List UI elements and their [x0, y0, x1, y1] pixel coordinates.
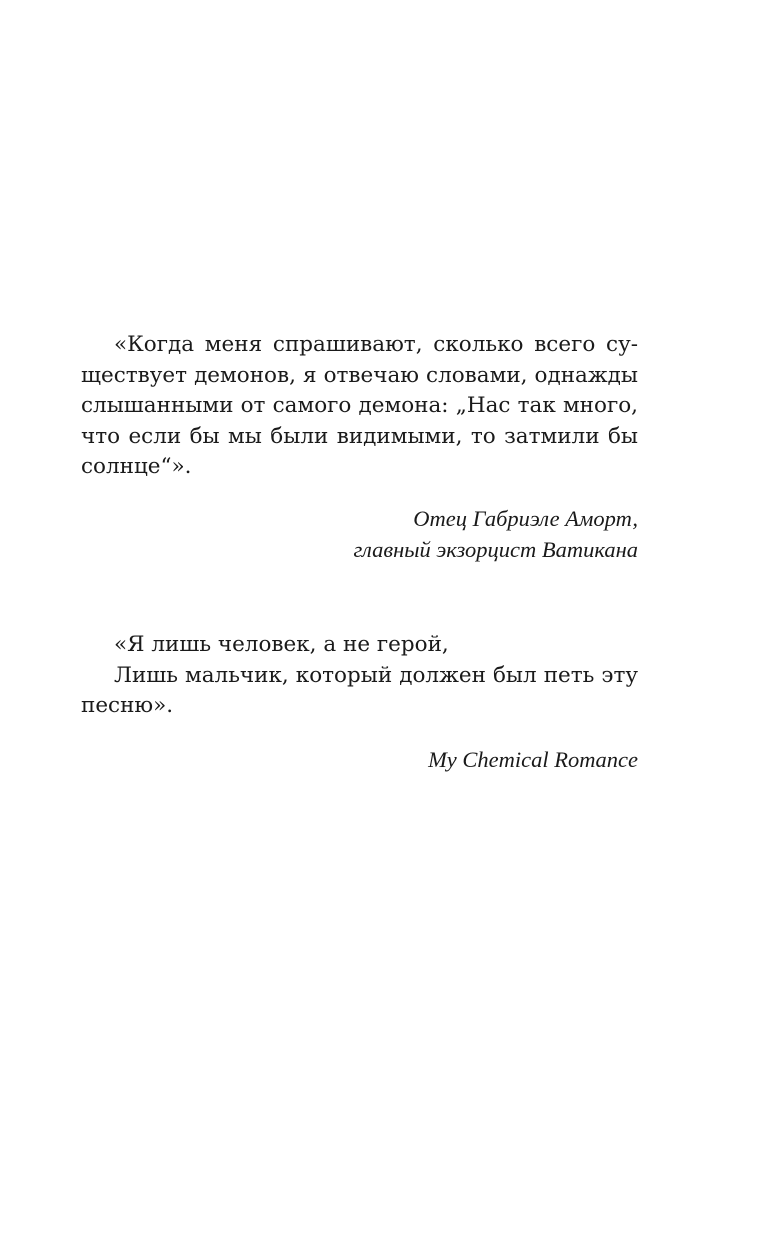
quote-line: песню». — [81, 693, 174, 718]
quote-line: «Я лишь человек, а не герой, — [114, 632, 449, 657]
quote-line: «Когда меня спрашивают, сколько всего су- — [114, 332, 638, 357]
attribution-amorth — [81, 503, 638, 565]
quote-line: Лишь мальчик, который должен был петь эту — [114, 662, 638, 688]
quote-line: ществует демонов, я отвечаю словами, однажды — [81, 362, 638, 388]
quote-amorth — [81, 330, 638, 483]
quote-line: что если бы мы были видимыми, то затмили бы — [81, 423, 638, 449]
attribution-mcr — [81, 744, 638, 775]
quote-line: слышанными от самого демона: „Нас так много, — [81, 393, 638, 418]
attribution-name: My Chemical Romance — [428, 746, 638, 772]
attribution-title: главный экзорцист Ватикана — [353, 536, 638, 562]
epigraph-amorth — [81, 330, 638, 565]
attribution-name: Отец Габриэле Аморт, — [413, 505, 638, 531]
epigraph-mcr — [81, 630, 638, 775]
quote-lyrics — [81, 630, 638, 722]
quote-line: солнце“». — [81, 454, 192, 479]
